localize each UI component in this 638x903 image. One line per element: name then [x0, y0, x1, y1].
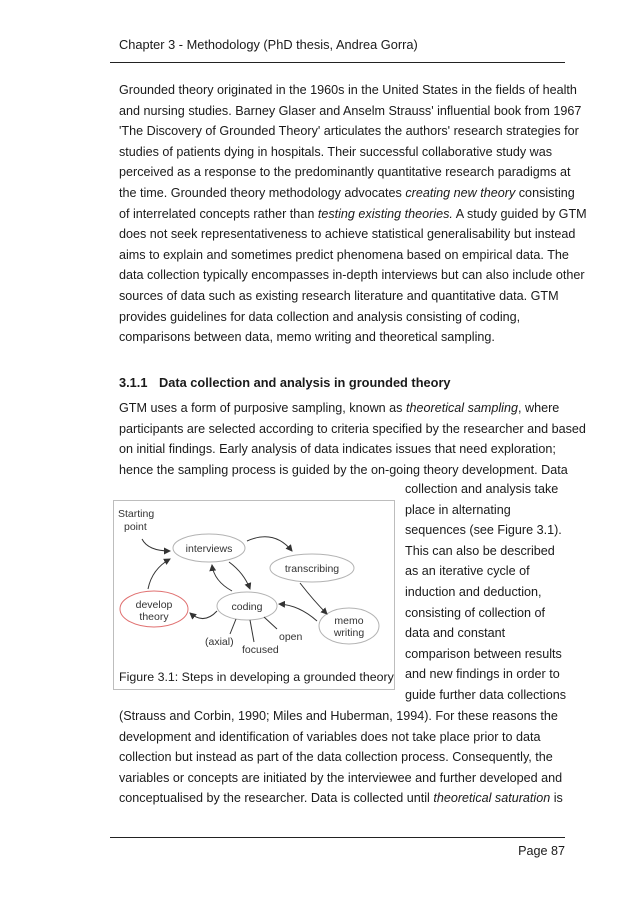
emphasis-text: creating new theory: [405, 185, 516, 200]
side-line: data and constant: [405, 626, 506, 641]
text-run: sources of data such as existing research literature and quantitative data. GTM: [119, 288, 559, 303]
text-run: the time. Grounded theory methodology advocates: [119, 185, 406, 200]
text-run: of interrelated concepts rather than: [119, 206, 318, 221]
text-run: is: [550, 791, 563, 806]
text-run: GTM uses a form of purposive sampling, known as: [119, 401, 406, 415]
text-run: on initial findings. Early analysis of data indicates issues that need exploration;: [119, 442, 556, 457]
footer-rule: [110, 837, 565, 838]
arrow-develop-to-interviews: [148, 559, 170, 589]
text-line: [119, 439, 563, 460]
arrow-interviews-to-transcribing: [247, 537, 292, 551]
label-interviews: interviews: [185, 543, 233, 555]
side-line: This can also be described: [405, 543, 555, 558]
text-run: hence the sampling process is guided by the on-going theory development. Data: [119, 462, 568, 477]
label-focused: focused: [242, 644, 279, 656]
text-run: variables or concepts are initiated by the interviewee and further developed and: [119, 770, 563, 785]
label-open: open: [279, 631, 303, 643]
text-run: 'The Discovery of Grounded Theory' articulates the authors' research strategies for: [119, 124, 579, 139]
label-coding: coding: [231, 601, 263, 613]
text-run: A study guided by GTM: [452, 206, 587, 221]
section-heading: [119, 374, 451, 392]
emphasis-text: testing existing theories.: [317, 206, 453, 221]
text-run: perceived as a response to the predominantly quantitative research paradigms at: [119, 165, 571, 180]
text-line: [119, 419, 586, 440]
arrow-transcribing-to-memo: [300, 583, 327, 614]
branch-axial: [230, 619, 236, 634]
side-line: induction and deduction,: [405, 584, 542, 599]
label-start-line1: Starting: [118, 508, 155, 520]
label-start-line2: point: [124, 521, 147, 533]
side-line: sequences (see Figure 3.1).: [405, 523, 562, 538]
text-run: Grounded theory originated in the 1960s in the United States in the fields of health: [119, 83, 577, 97]
text-line: [119, 398, 563, 419]
side-line: collection and analysis take: [405, 482, 559, 496]
text-run: participants are selected according to criteria specified by the researcher and based: [119, 421, 586, 436]
branch-focused: [250, 620, 254, 642]
text-line: [119, 162, 571, 183]
text-run: development and identification of variables does not take place prior to data: [119, 729, 541, 744]
text-line: [119, 460, 568, 481]
header-rule: [110, 62, 565, 63]
emphasis-text: theoretical saturation: [433, 791, 551, 806]
emphasis-text: theoretical sampling: [405, 401, 518, 415]
arrow-start-to-interviews: [142, 539, 170, 551]
text-run: provides guidelines for data collection and analysis consisting of coding,: [119, 309, 521, 324]
text-run: studies of patients dying in hospitals. Their successful collaborative study was: [119, 144, 553, 159]
text-line: [119, 286, 563, 307]
text-line: [119, 183, 575, 204]
label-develop-line1: develop: [135, 599, 173, 611]
text-line: [119, 101, 582, 122]
text-run: collection but instead as part of the data collection process. Consequently, the: [119, 750, 553, 765]
text-line: [119, 727, 563, 748]
side-line: place in alternating: [405, 502, 511, 517]
arrow-coding-to-develop: [190, 611, 217, 619]
text-line: [119, 307, 563, 328]
running-header: Chapter 3 - Methodology (PhD thesis, Andrea Gorra): [119, 37, 418, 52]
text-run: does not seek representativeness to achieve statistical generalisability but instead: [119, 227, 576, 242]
text-run: data collection typically encompasses in-depth interviews but can also include other: [119, 268, 585, 283]
section-number: 3.1.1: [119, 375, 148, 390]
figure-caption: Figure 3.1: Steps in developing a grounded theory: [119, 670, 394, 684]
text-line: [119, 80, 577, 101]
text-run: conceptualised by the researcher. Data is collected until: [119, 791, 434, 806]
paragraph-intro: [119, 80, 587, 348]
label-develop-line2: theory: [139, 611, 169, 623]
text-line: [119, 245, 569, 266]
page-number: Page 87: [518, 844, 565, 858]
text-line: [119, 706, 563, 727]
paragraph-sampling: [119, 398, 586, 480]
text-line: [119, 121, 579, 142]
text-run: and nursing studies. Barney Glaser and Anselm Strauss' influential book from 1967: [119, 103, 582, 118]
section-title: Data collection and analysis in grounded theory: [159, 375, 451, 390]
arrow-interviews-to-coding: [229, 562, 250, 589]
cycle-diagram: [114, 501, 396, 691]
text-line: [119, 224, 576, 245]
side-line: comparison between results: [405, 646, 562, 661]
paragraph-variables: [119, 706, 563, 809]
text-line: [119, 788, 563, 809]
text-run: consisting: [515, 185, 575, 200]
side-line: as an iterative cycle of: [405, 564, 530, 579]
branch-open: [264, 617, 277, 629]
label-transcribing: transcribing: [284, 563, 340, 575]
text-line: [119, 204, 587, 225]
label-memo-line1: memo: [334, 615, 364, 627]
label-memo-line2: writing: [333, 627, 365, 639]
text-line: [119, 142, 563, 163]
arrow-coding-to-interviews: [212, 565, 232, 591]
side-line: and new findings in order to: [405, 667, 560, 682]
side-text: [405, 479, 575, 706]
text-line: [119, 265, 585, 286]
side-line: guide further data collections: [405, 687, 567, 702]
figure-grounded-theory-cycle: [113, 500, 395, 690]
side-line: consisting of collection of: [405, 605, 546, 620]
text-line: [119, 747, 563, 768]
text-run: comparisons between data, memo writing and theoretical sampling.: [119, 330, 495, 345]
text-run: , where: [518, 401, 560, 415]
text-line: [119, 327, 563, 348]
label-axial: (axial): [205, 636, 234, 648]
arrow-memo-to-coding: [279, 604, 317, 621]
text-run: aims to explain and sometimes predict phenomena based on empirical data. The: [119, 247, 569, 262]
text-run: (Strauss and Corbin, 1990; Miles and Huberman, 1994). For these reasons the: [119, 709, 558, 723]
text-line: [119, 768, 563, 789]
